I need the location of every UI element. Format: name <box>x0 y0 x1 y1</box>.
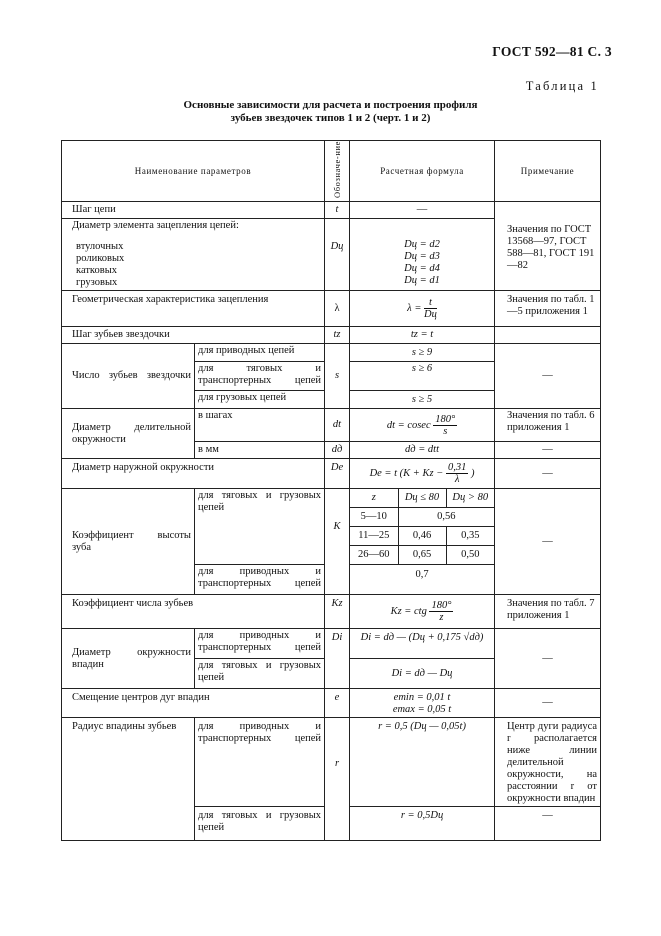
row-height-sub1: для тяговых и грузовых цепей <box>195 489 325 565</box>
table-row <box>62 459 601 489</box>
row-pitchdiam-symbol1: dt <box>332 419 342 431</box>
row-pitchdiam-f2: dд = dtt <box>350 442 495 459</box>
table-row <box>62 202 601 219</box>
row-element-item: грузовых <box>76 277 118 289</box>
row-pitchdiam-name: Диаметр делительной окружности <box>62 409 195 459</box>
subtable-cell: 0,50 <box>446 546 494 565</box>
row-outer-note: — <box>495 459 601 489</box>
col-header-symbol-text: Обозначе-ние <box>332 141 343 199</box>
row-teethcoef-symbol: Kz <box>331 598 343 610</box>
row-element-formula: Dц = d2 <box>404 239 440 251</box>
parameters-table <box>61 140 601 841</box>
page-header: ГОСТ 592—81 С. 3 <box>492 44 612 59</box>
caption-line-1: Основные зависимости для расчета и построения профиля <box>183 99 478 111</box>
fraction-den: z <box>439 612 444 624</box>
row-height-f2: 0,7 <box>350 565 495 595</box>
col-header-formula: Расчетная формула <box>350 141 495 202</box>
row-offset-f2: emax = 0,05 t <box>392 704 452 716</box>
row-offset-name: Смещение центров дуг впадин <box>62 689 325 718</box>
row-rootdiam-f1: Di = dд — (Dц + 0,175 √dд) <box>350 629 495 659</box>
row-radius-name: Радиус впадины зубьев <box>62 718 195 841</box>
row-toothpitch-symbol: tz <box>333 329 341 341</box>
fraction-num: 180° <box>431 600 452 612</box>
table-label: Таблица 1 <box>525 79 599 93</box>
fraction-num: 180° <box>435 413 456 425</box>
row-radius-sub2: для тяговых и грузовых цепей <box>195 807 325 841</box>
row-teeth-symbol: s <box>334 370 340 382</box>
row-pitchdiam-sub2: в мм <box>195 442 325 459</box>
row-toothpitch-name: Шаг зубьев звездочки <box>62 327 325 344</box>
row-outer-symbol: De <box>330 462 344 474</box>
table-row <box>62 344 601 362</box>
table-row <box>62 489 601 565</box>
row-teethcoef-note: Значения по табл. 7 приложения 1 <box>495 595 601 629</box>
col-header-name: Наименование параметров <box>62 141 325 202</box>
col-header-symbol <box>325 141 350 202</box>
fraction-den: s <box>443 425 448 437</box>
subtable-header-z: z <box>350 489 398 508</box>
fraction <box>433 414 457 437</box>
row-teeth-sub1: для приводных цепей <box>195 344 325 362</box>
formula-rhs: ) <box>470 467 475 479</box>
fraction-num: 0,31 <box>447 462 467 474</box>
row-geometric-formula <box>350 291 495 327</box>
table-header-row <box>62 141 601 202</box>
row-teeth-sub3: для грузовых цепей <box>195 391 325 409</box>
table-row <box>62 629 601 659</box>
row-teeth-f2: s ≥ 6 <box>350 362 495 391</box>
row-teeth-f1: s ≥ 9 <box>350 344 495 362</box>
row-pitchdiam-symbol2: dд <box>331 444 343 456</box>
row-element-name: Диаметр элемента зацепления цепей: <box>72 220 239 232</box>
caption-line-2: зубьев звездочек типов 1 и 2 (черт. 1 и 2) <box>230 112 431 124</box>
row-radius-symbol: r <box>334 758 340 770</box>
row-rootdiam-sub2: для тяговых и грузовых цепей <box>195 659 325 689</box>
row-teeth-name: Число зубьев звездочки <box>62 344 195 409</box>
row-offset-symbol: e <box>334 692 340 704</box>
subtable-cell: 0,65 <box>398 546 446 565</box>
subtable-cell: 11—25 <box>350 527 398 546</box>
row-element-formula: Dц = d4 <box>404 263 440 275</box>
subtable-header-gt80: Dц > 80 <box>446 489 494 508</box>
row-teeth-f3: s ≥ 5 <box>350 391 495 409</box>
row-height-sub2: для приводных и транспортерных цепей <box>195 565 325 595</box>
row-rootdiam-name: Диаметр окружности впадин <box>62 629 195 689</box>
table-row <box>62 291 601 327</box>
row-element-name-cell <box>62 219 325 291</box>
row-radius-note2: — <box>495 807 601 841</box>
row-element-note: Значения по ГОСТ 13568—97, ГОСТ 588—81, ГОСТ 191—82 <box>495 202 601 291</box>
row-rootdiam-note: — <box>495 629 601 689</box>
row-geometric-note: Значения по табл. 1—5 приложения 1 <box>495 291 601 327</box>
row-radius-f2: r = 0,5Dц <box>350 807 495 841</box>
row-pitch-symbol: t <box>335 204 339 216</box>
row-height-symbol: K <box>333 521 341 533</box>
subtable-cell: 5—10 <box>350 508 398 527</box>
table-row <box>62 327 601 344</box>
row-teethcoef-formula <box>350 595 495 629</box>
formula-lhs: λ = <box>407 302 422 314</box>
table-row <box>62 595 601 629</box>
row-rootdiam-f2: Di = dд — Dц <box>350 659 495 689</box>
row-pitchdiam-f1 <box>350 409 495 442</box>
row-pitchdiam-note2: — <box>495 442 601 459</box>
row-element-item: втулочных <box>76 241 124 253</box>
subtable-cell: 0,46 <box>398 527 446 546</box>
row-rootdiam-sub1: для приводных и транспортерных цепей <box>195 629 325 659</box>
row-outer-name: Диаметр наружной окружности <box>62 459 325 489</box>
col-header-note: Примечание <box>495 141 601 202</box>
fraction <box>424 297 437 320</box>
fraction <box>446 462 468 485</box>
row-geometric-symbol: λ <box>325 291 350 327</box>
formula-lhs: De = t (K + Kz − <box>369 467 444 479</box>
fraction <box>429 600 453 623</box>
row-radius-note1: Центр дуги радиуса r располагается ниже линии делительной окружности, на расстоянии r от окружности впадин <box>495 718 601 807</box>
fraction-den: λ <box>454 474 460 486</box>
table-row <box>62 718 601 807</box>
row-geometric-name: Геометрическая характеристика зацепления <box>62 291 325 327</box>
row-element-item: роликовых <box>76 253 125 265</box>
row-teethcoef-name: Коэффициент числа зубьев <box>62 595 325 629</box>
row-pitchdiam-sub1: в шагах <box>195 409 325 442</box>
row-element-formula: Dц = d3 <box>404 251 440 263</box>
table-caption <box>0 99 661 125</box>
subtable-cell: 0,35 <box>446 527 494 546</box>
row-toothpitch-formula: tz = t <box>350 327 495 344</box>
formula-lhs: dt = cosec <box>386 419 431 431</box>
row-pitch-name: Шаг цепи <box>62 202 325 219</box>
row-teeth-sub2: для тяговых и транспортерных цепей <box>195 362 325 391</box>
subtable-cell: 26—60 <box>350 546 398 565</box>
row-height-note: — <box>495 489 601 595</box>
row-pitchdiam-note1: Значения по табл. 6 приложения 1 <box>495 409 601 442</box>
row-rootdiam-symbol: Di <box>331 632 343 644</box>
table-row <box>62 689 601 718</box>
row-element-formula: Dц = d1 <box>404 275 440 287</box>
row-element-symbol: Dц <box>330 241 344 253</box>
row-teeth-note: — <box>495 344 601 409</box>
row-height-name: Коэффициент высоты зуба <box>62 489 195 595</box>
table-row <box>62 409 601 442</box>
row-radius-sub1: для приводных и транспортерных цепей <box>195 718 325 807</box>
fraction-den: Dц <box>424 309 437 321</box>
row-element-item: катковых <box>76 265 118 277</box>
row-outer-formula <box>350 459 495 489</box>
row-pitch-formula: — <box>350 202 495 219</box>
fraction-num: t <box>424 297 437 309</box>
subtable-header-le80: Dц ≤ 80 <box>398 489 446 508</box>
formula-lhs: Kz = ctg <box>390 605 427 617</box>
height-coef-subtable <box>350 489 494 564</box>
row-offset-f1: emin = 0,01 t <box>393 692 451 704</box>
row-offset-note: — <box>495 689 601 718</box>
height-coef-subtable-cell <box>350 489 495 565</box>
subtable-cell: 0,56 <box>398 508 494 527</box>
row-radius-f1: r = 0,5 (Dц — 0,05t) <box>350 718 495 807</box>
